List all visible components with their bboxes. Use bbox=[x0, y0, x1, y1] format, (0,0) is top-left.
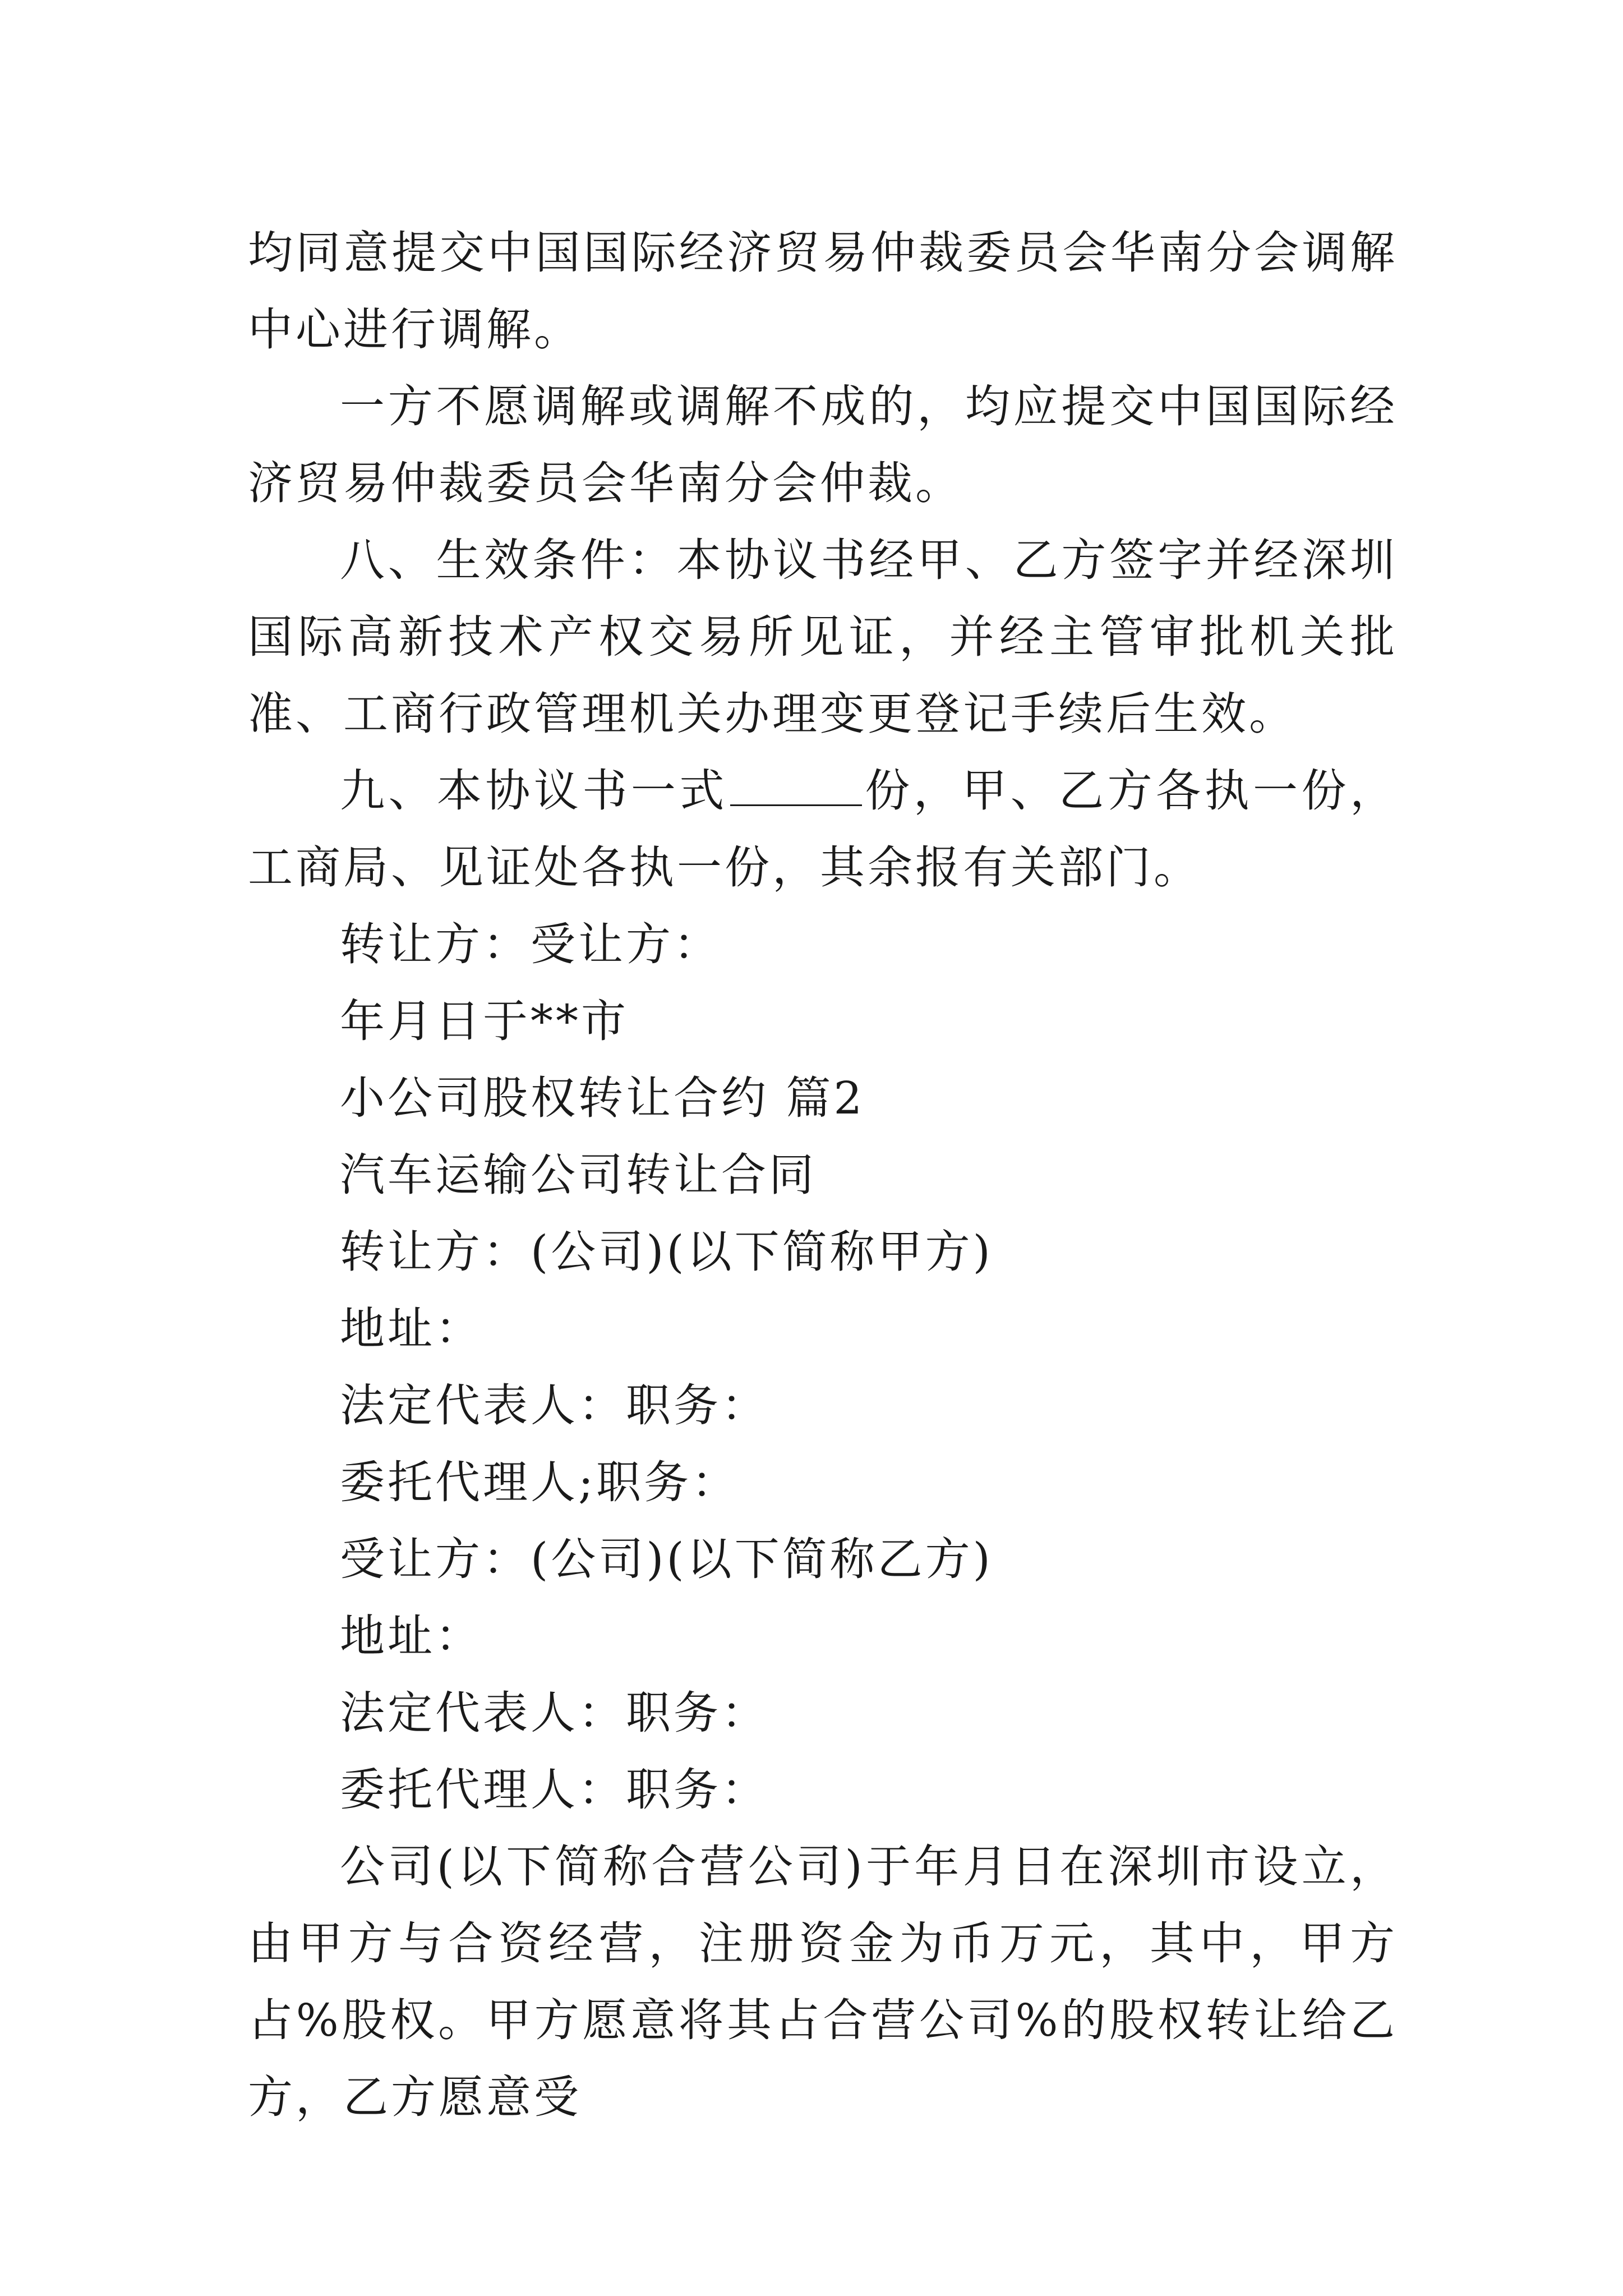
document-body bbox=[248, 214, 1398, 2136]
signature-parties-line: 转让方：受让方： bbox=[340, 918, 721, 970]
paragraph-mediation-center: 均同意提交中国国际经济贸易仲裁委员会华南分会调解中心进行调解。 bbox=[248, 227, 1398, 356]
copies-blank-line bbox=[730, 764, 862, 806]
date-place-line: 年月日于**市 bbox=[340, 995, 629, 1047]
transferee-agent-line: 委托代理人：职务： bbox=[340, 1764, 769, 1816]
paragraph-arbitration: 一方不愿调解或调解不成的，均应提交中国国际经济贸易仲裁委员会华南分会仲裁。 bbox=[248, 380, 1398, 509]
contract-title: 汽车运输公司转让合同 bbox=[340, 1149, 817, 1201]
transferor-agent-line: 委托代理人;职务： bbox=[340, 1456, 739, 1508]
transferor-line: 转让方：(公司)(以下简称甲方) bbox=[340, 1226, 993, 1278]
transferee-legal-rep-line: 法定代表人：职务： bbox=[340, 1687, 769, 1739]
transferee-address-line: 地址： bbox=[340, 1610, 483, 1662]
paragraph-copies bbox=[248, 752, 1398, 906]
copies-text-before: 九、本协议书一式 bbox=[340, 765, 728, 817]
paragraph-effective-conditions: 八、生效条件：本协议书经甲、乙方签字并经深圳国际高新技术产权交易所见证，并经主管审批机关批准、工商行政管理机关办理变更登记手续后生效。 bbox=[248, 534, 1398, 740]
transferee-line: 受让方：(公司)(以下简称乙方) bbox=[340, 1533, 993, 1585]
paragraph-joint-venture: 公司(以下简称合营公司)于年月日在深圳市设立，由甲方与合资经营，注册资金为币万元，其中，甲方占%股权。甲方愿意将其占合营公司%的股权转让给乙方，乙方愿意受 bbox=[248, 1841, 1398, 2123]
section-heading: 小公司股权转让合约 篇2 bbox=[340, 1072, 865, 1124]
transferor-address-line: 地址： bbox=[340, 1303, 483, 1355]
transferor-legal-rep-line: 法定代表人：职务： bbox=[340, 1379, 769, 1432]
copies-text-after: 份，甲、乙方各执一份，工商局、见证处各执一份，其余报有关部门。 bbox=[248, 765, 1398, 894]
